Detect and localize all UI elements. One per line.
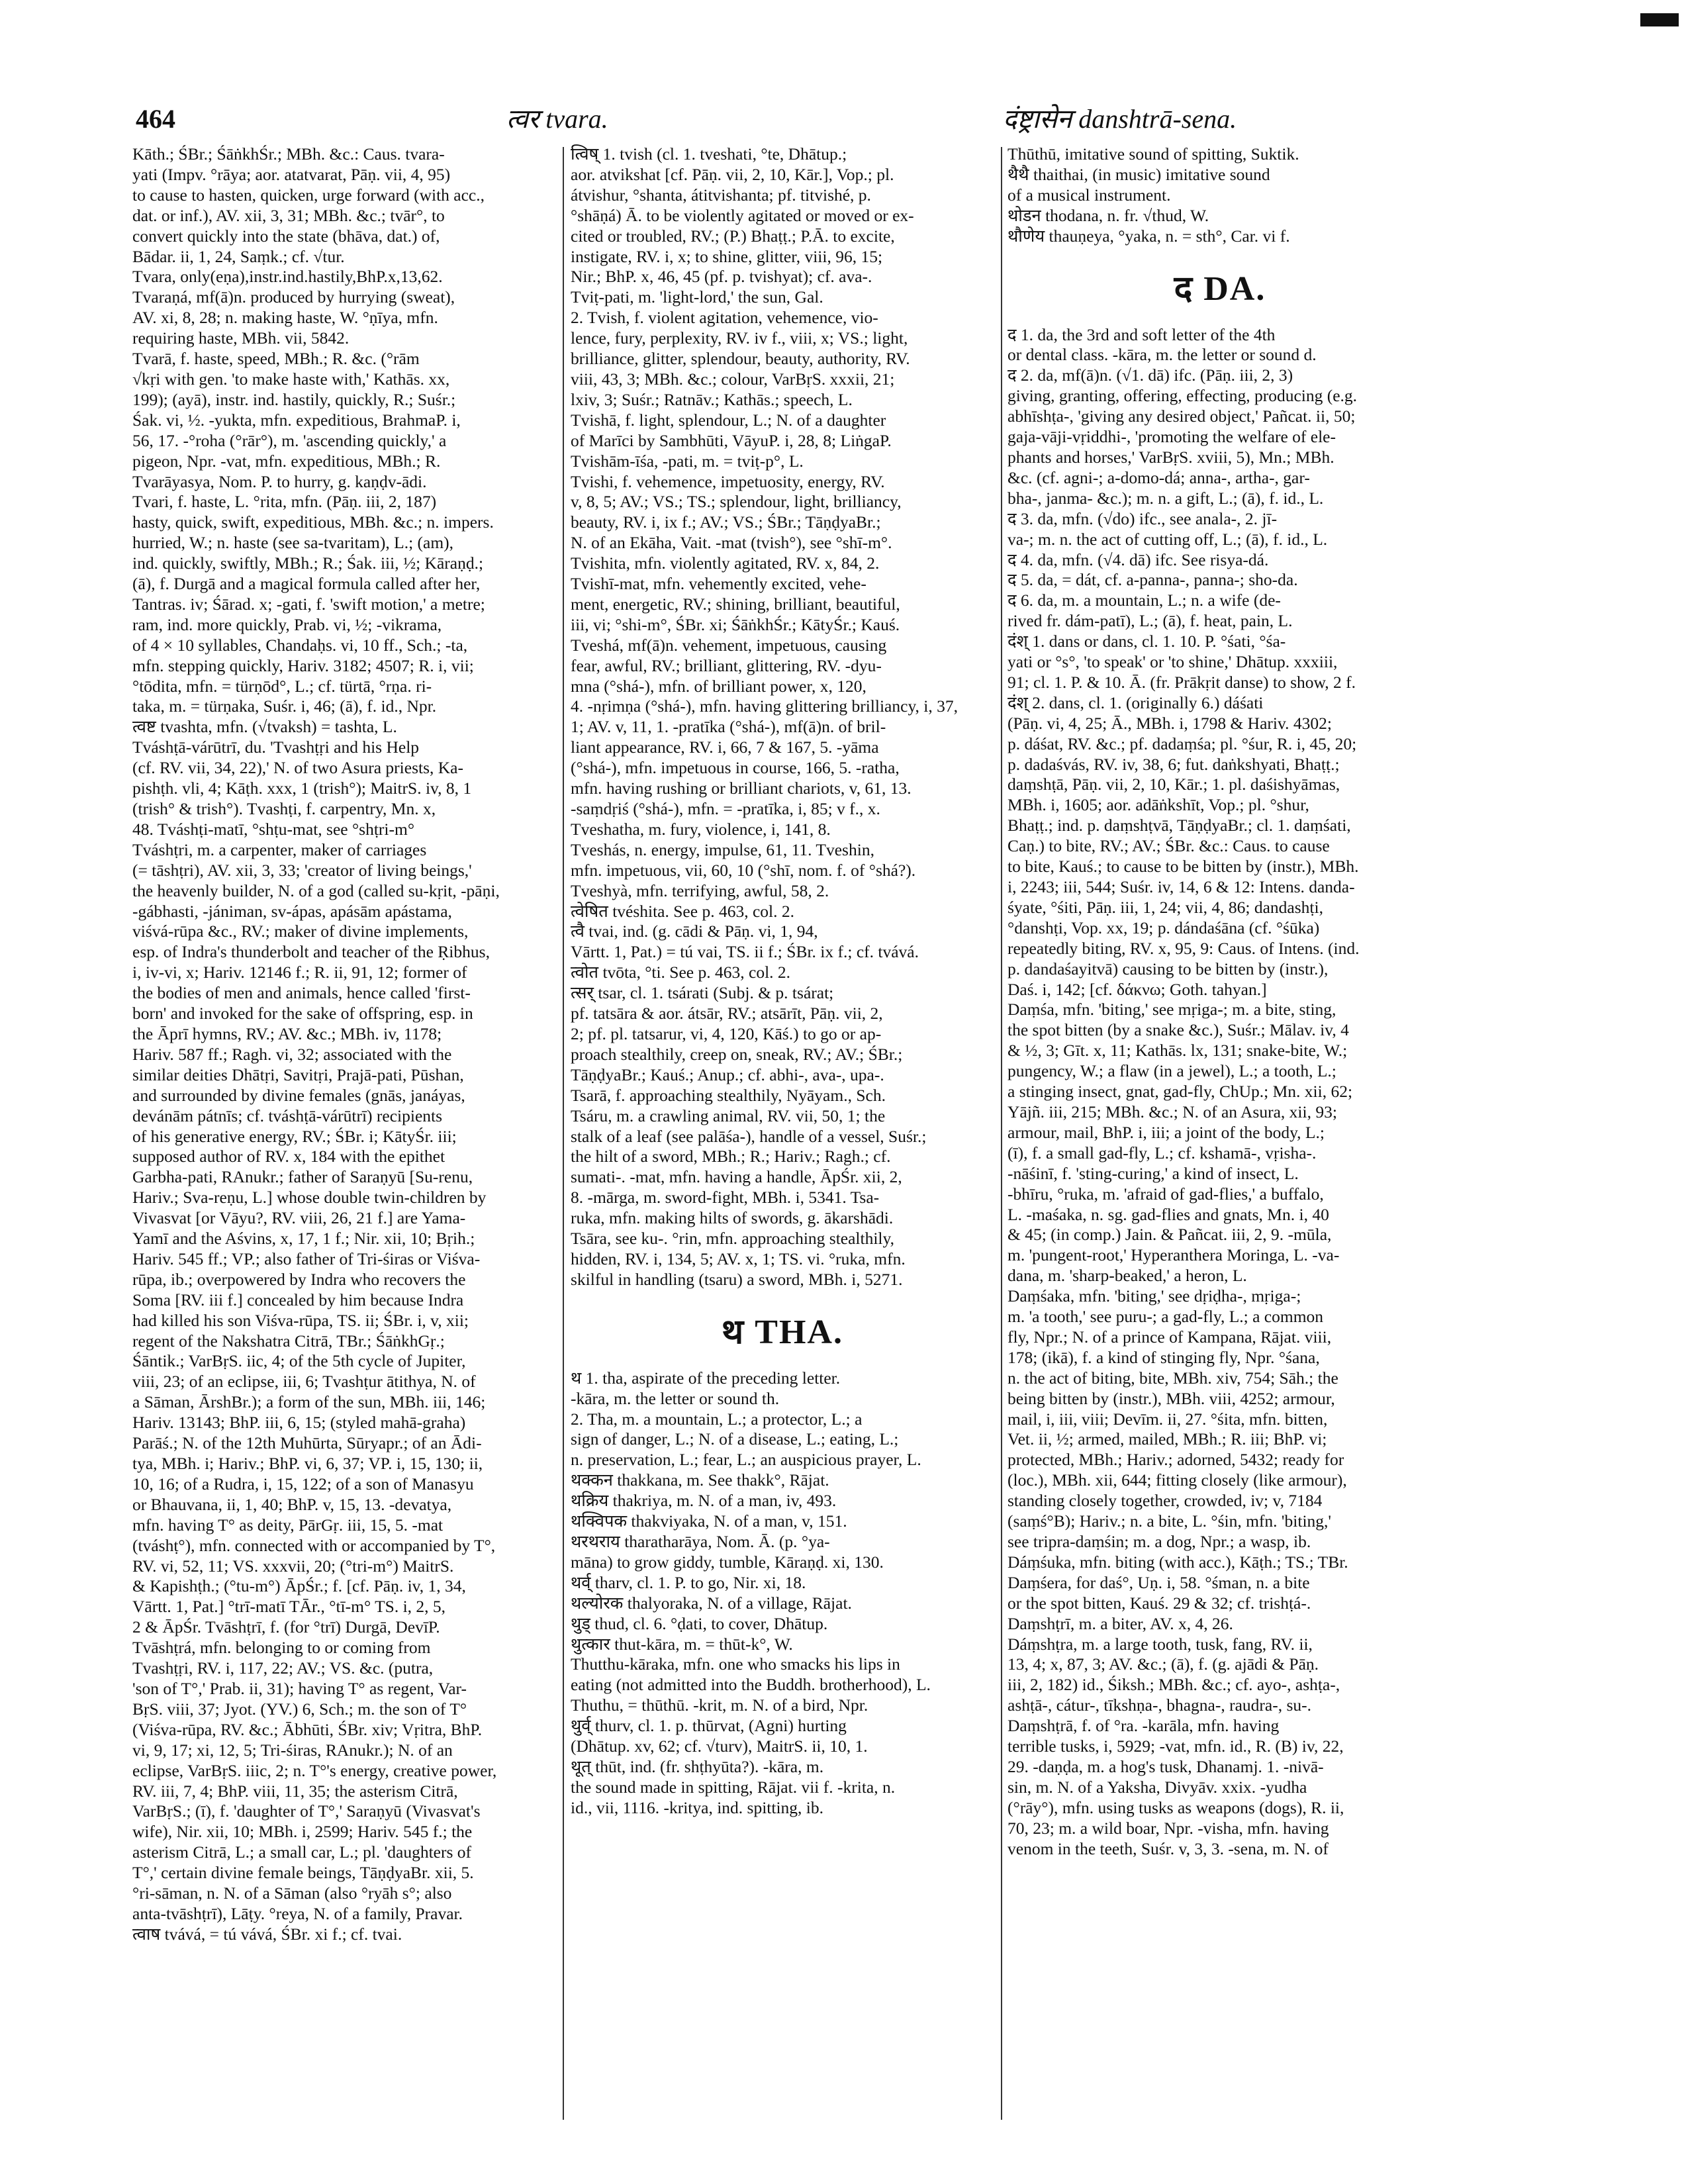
text-line: beauty, RV. i, ix f.; AV.; VS.; ŚBr.; TāṇḍyaBr.;: [571, 512, 881, 532]
text-line: द 1. da, the 3rd and soft letter of the 4th: [1007, 324, 1276, 344]
text-line: or dental class. -kāra, m. the letter or sound d.: [1007, 345, 1317, 365]
text-line: द 6. da, m. a mountain, L.; n. a wife (de-: [1007, 591, 1281, 610]
column-rule: [1001, 147, 1002, 2120]
text-line: Thutthu-kāraka, mfn. one who smacks his lips in: [571, 1654, 900, 1674]
text-line: Daś. i, 142; [cf. δάκνω; Goth. tahyan.]: [1007, 979, 1267, 999]
text-line: of his generative energy, RV.; ŚBr. i; KātyŚr. iii;: [132, 1126, 457, 1146]
text-line: VarBṛS.; (ī), f. 'daughter of T°,' Saraṇyū (Vivasvat's: [132, 1801, 481, 1821]
text-line: protected, MBh.; Hariv.; adorned, 5432; ready for: [1007, 1450, 1344, 1470]
text-line: 56, 17. -°roha (°rār°), m. 'ascending quickly,' a: [132, 430, 447, 450]
text-line: T°,' certain divine female beings, TāṇḍyaBr. xii, 5.: [132, 1863, 474, 1883]
text-line: taka, m. = türṇaka, Suśr. i, 46; (ā), f. id., Npr.: [132, 696, 437, 716]
text-line: sumati-. -mat, mfn. having a handle, ĀpŚr. xii, 2,: [571, 1167, 902, 1187]
text-line: 2. Tvish, f. violent agitation, vehemence, vio-: [571, 308, 878, 328]
text-line: p. dandaśayitvā) causing to be bitten by (instr.),: [1007, 959, 1329, 978]
text-line: Vet. ii, ½; armed, mailed, MBh.; R. iii; BhP. vi;: [1007, 1429, 1327, 1449]
text-line: vi, 9, 17; xi, 12, 5; Tri-śiras, RAnukr.); N. of an: [132, 1740, 453, 1760]
text-line: 1; AV. v, 11, 1. -pratīka (°shá-), mf(ā)n. of bril-: [571, 717, 886, 737]
text-line: daṃshṭā, Pāṇ. vii, 2, 10, Kār.; 1. pl. daśishyāmas,: [1007, 775, 1340, 794]
text-line: थक्रिय thakriya, m. N. of a man, iv, 493.: [571, 1491, 837, 1511]
text-line: viii, 43, 3; MBh. &c.; colour, VarBṛS. xxxii, 21;: [571, 369, 895, 389]
text-line: Tveshyà, mfn. terrifying, awful, 58, 2.: [571, 880, 829, 900]
text-line: °shāṇá) Ā. to be violently agitated or moved or ex-: [571, 205, 914, 225]
text-line: ruka, mfn. making hilts of swords, g. ākarshādi.: [571, 1208, 894, 1228]
text-line: थल्योरक thalyoraka, N. of a village, Rājat.: [571, 1593, 852, 1613]
text-line: त्वेषित tvéshita. See p. 463, col. 2.: [571, 901, 794, 921]
text-line: rived fr. dám-patī), L.; (ā), f. heat, pain, L.: [1007, 611, 1293, 631]
text-line: थक्कन thakkana, m. See thakk°, Rājat.: [571, 1470, 829, 1490]
column-2: [571, 144, 994, 1819]
text-line: venom in the teeth, Suśr. v, 3, 3. -sena, m. N. of: [1007, 1838, 1329, 1858]
text-line: °ri-sāman, n. N. of a Sāman (also °ryāh s°; also: [132, 1883, 452, 1903]
text-line: ram, ind. more quickly, Prab. vi, ½; -vikrama,: [132, 614, 442, 634]
text-line: 70, 23; m. a wild boar, Npr. -visha, mfn. having: [1007, 1818, 1329, 1838]
text-line: (Pāṇ. vi, 4, 25; Ā., MBh. i, 1798 & Hariv. 4302;: [1007, 713, 1332, 733]
text-line: TāṇḍyaBr.; Kauś.; Anup.; cf. abhi-, ava-, upa-.: [571, 1065, 884, 1084]
text-line: Tvarāyasya, Nom. P. to hurry, g. kaṇḍv-ādi.: [132, 471, 427, 491]
text-line: of Marīci by Sambhūti, VāyuP. i, 28, 8; LiṅgaP.: [571, 430, 892, 450]
running-head: [136, 99, 1566, 139]
guideword-right: दंष्ट्रासेन danshtrā-sena.: [1003, 104, 1237, 134]
text-line: 2; pf. pl. tatsarur, vi, 4, 120, Kāś.) to go or ap-: [571, 1023, 882, 1043]
text-line: ashṭā-, cátur-, tīkshṇa-, bhagna-, raudra-, su-.: [1007, 1695, 1312, 1715]
column-rule: [563, 147, 564, 2120]
text-line: Dáṃśuka, mfn. biting (with acc.), Kāṭh.; TS.; TBr.: [1007, 1552, 1348, 1572]
text-line: i, iv-vi, x; Hariv. 12146 f.; R. ii, 91, 12; former of: [132, 963, 467, 982]
text-line: -bhīru, °ruka, m. 'afraid of gad-flies,' a buffalo,: [1007, 1184, 1324, 1204]
text-line: pishṭh. vli, 4; Kāṭh. xxx, 1 (trish°); MaitrS. iv, 8, 1: [132, 779, 472, 798]
text-line: had killed his son Viśva-rūpa, TS. ii; ŚBr. i, v, xii;: [132, 1310, 469, 1330]
text-line: the heavenly builder, N. of a god (called su-kṛit, -pāṇi,: [132, 880, 500, 900]
text-line: hidden, RV. i, 134, 5; AV. x, 1; TS. vi. °ruka, mfn.: [571, 1249, 906, 1268]
text-line: devánām pátnīs; cf. tváshṭā-várūtrī) recipients: [132, 1106, 443, 1125]
text-line: esp. of Indra's thunderbolt and teacher of the Ṛibhus,: [132, 942, 490, 962]
text-line: repeatedly biting, RV. x, 95, 9: Caus. of Intens. (ind.: [1007, 938, 1360, 958]
text-line: regent of the Nakshatra Citrā, TBr.; ŚāṅkhGṛ.;: [132, 1331, 445, 1351]
text-line: 8. -mārga, m. sword-fight, MBh. i, 5341. Tsa-: [571, 1188, 880, 1208]
text-line: Kāth.; ŚBr.; ŚāṅkhŚr.; MBh. &c.: Caus. tvara-: [132, 144, 445, 164]
text-line: iii, vi; °shi-m°, ŚBr. xi; ŚāṅkhŚr.; KātyŚr.; Kauś.: [571, 614, 900, 634]
text-line: Hariv.; Sva-reṇu, L.] whose double twin-children by: [132, 1188, 487, 1208]
text-line: Daṃśera, for daś°, Uṇ. i, 58. °śman, n. a bite: [1007, 1572, 1310, 1592]
text-line: lxiv, 3; Suśr.; Ratnāv.; Kathās.; speech, L.: [571, 389, 853, 409]
text-line: armour, mail, BhP. i, iii; a joint of the body, L.;: [1007, 1122, 1325, 1142]
text-line: & ½, 3; Gīt. x, 11; Kathās. lx, 131; snake-bite, W.;: [1007, 1041, 1348, 1061]
text-line: Vārtt. 1, Pat.] °trī-matī TĀr., °tī-m° TS. i, 2, 5,: [132, 1597, 446, 1617]
text-line: iii, 2, 182) id., Śiksh.; MBh. &c.; cf. ayo-, ashṭa-,: [1007, 1675, 1340, 1695]
column-3-entries: [1007, 144, 1432, 247]
text-line: N. of an Ekāha, Vait. -mat (tvish°), see °shī-m°.: [571, 533, 892, 553]
text-line: or Bhauvana, ii, 1, 40; BhP. v, 15, 13. -devatya,: [132, 1494, 452, 1514]
text-line: Daṃshṭrā, f. of °ra. -karāla, mfn. having: [1007, 1716, 1280, 1736]
text-line: त्वोत tvōta, °ti. See p. 463, col. 2.: [571, 963, 791, 982]
text-line: pungency, W.; a flaw (in a jewel), L.; a tooth, L.;: [1007, 1061, 1336, 1081]
text-line: Dáṃshṭra, m. a large tooth, tusk, fang, RV. ii,: [1007, 1634, 1313, 1654]
text-line: Tveshás, n. energy, impulse, 61, 11. Tveshin,: [571, 839, 874, 859]
text-line: (cf. RV. vii, 34, 22),' N. of two Asura priests, Ka-: [132, 758, 463, 778]
text-line: थौणेय thauṇeya, °yaka, n. = sth°, Car. vi f.: [1007, 226, 1290, 246]
column-2-tha-entries: [571, 1368, 994, 1819]
text-line: n. the act of biting, bite, MBh. xiv, 754; Sāh.; the: [1007, 1368, 1338, 1388]
text-line: MBh. i, 1605; aor. adāṅkshīt, Vop.; pl. °shur,: [1007, 795, 1309, 815]
text-line: Tsarā, f. approaching stealthily, Nyāyam., Sch.: [571, 1085, 886, 1105]
text-line: Tvara, only(eṇa),instr.ind.hastily,BhP.x,13,62.: [132, 267, 443, 287]
text-line: m. 'a tooth,' see puru-; a gad-fly, L.; a common: [1007, 1307, 1324, 1327]
text-line: Yājñ. iii, 215; MBh. &c.; N. of an Asura, xii, 93;: [1007, 1102, 1337, 1121]
text-line: wife), Nir. xii, 10; MBh. i, 2599; Hariv. 545 f.; the: [132, 1822, 473, 1842]
text-line: and surrounded by divine females (gnās, janáyas,: [132, 1085, 465, 1105]
text-line: त्विष् 1. tvish (cl. 1. tveshati, °te, Dhātup.;: [571, 144, 847, 164]
text-line: Tvashṭṛi, RV. i, 117, 22; AV.; VS. &c. (putra,: [132, 1658, 434, 1678]
text-line: a Sāman, ĀrshBr.); a form of the sun, MBh. iii, 146;: [132, 1392, 486, 1412]
text-line: (saṃś°B); Hariv.; n. a bite, L. °śin, mfn. 'biting,': [1007, 1511, 1331, 1531]
text-line: similar deities Dhātṛi, Savitṛi, Prajā-pati, Pūshan,: [132, 1065, 464, 1084]
text-line: Garbha-pati, RAnukr.; father of Saraṇyū [Su-renu,: [132, 1167, 473, 1187]
guideword-left: त्वर tvara.: [506, 104, 608, 134]
text-line: mail, i, iii, viii; Devīm. ii, 27. °śita, mfn. bitten,: [1007, 1409, 1328, 1429]
text-line: liant appearance, RV. i, 66, 7 & 167, 5. -yāma: [571, 737, 879, 757]
text-line: द 5. da, = dát, cf. a-panna-, panna-; sho-da.: [1007, 570, 1298, 590]
text-line: being bitten by (instr.), MBh. viii, 4252; armour,: [1007, 1388, 1335, 1408]
text-line: -gábhasti, -jániman, sv-ápas, apásām apástama,: [132, 901, 452, 921]
text-line: (Viśva-rūpa, RV. &c.; Ābhūti, ŚBr. xiv; Vṛitra, BhP.: [132, 1719, 483, 1739]
text-line: Tvāshṭrá, mfn. belonging to or coming from: [132, 1638, 431, 1658]
text-line: fear, awful, RV.; brilliant, glittering, RV. -dyu-: [571, 655, 882, 675]
text-line: skilful in handling (tsaru) a sword, MBh. i, 5271.: [571, 1269, 903, 1289]
text-line: ment, energetic, RV.; shining, brilliant, beautiful,: [571, 594, 900, 614]
text-line: dat. or inf.), AV. xii, 3, 31; MBh. &c.; tvār°, to: [132, 205, 445, 225]
text-line: Hariv. 13143; BhP. iii, 6, 15; (styled mahā-graha): [132, 1413, 466, 1433]
text-line: Tvari, f. haste, L. °rita, mfn. (Pāṇ. iii, 2, 187): [132, 492, 437, 512]
text-line: m. 'pungent-root,' Hyperanthera Moringa, L. -va-: [1007, 1245, 1340, 1265]
text-line: Nir.; BhP. x, 46, 45 (pf. p. tvishyat); cf. ava-.: [571, 267, 872, 287]
text-line: &c. (cf. agni-; a-domo-dá; anna-, artha-, gar-: [1007, 467, 1310, 487]
text-line: द 3. da, mfn. (√do) ifc., see anala-, 2. jī-: [1007, 508, 1278, 528]
text-line: of 4 × 10 syllables, Chandaḥs. vi, 10 ff., Sch.; -ta,: [132, 635, 468, 655]
text-line: थरथराय tharatharāya, Nom. Ā. (p. °ya-: [571, 1532, 830, 1551]
text-line: RV. iii, 7, 4; BhP. viii, 11, 35; the asterism Citrā,: [132, 1781, 458, 1801]
text-line: Parāś.; N. of the 12th Muhūrta, Sūryapr.; of an Ādi-: [132, 1433, 482, 1453]
text-line: sin, m. N. of a Yaksha, Divyāv. xxix. -yudha: [1007, 1777, 1307, 1797]
text-line: थैथै thaithai, (in music) imitative sound: [1007, 164, 1270, 184]
text-line: Thūthū, imitative sound of spitting, Suktik.: [1007, 144, 1299, 164]
text-line: ind. quickly, swiftly, MBh.; R.; Śak. iii, ½; Kāraṇḍ.;: [132, 553, 484, 573]
text-line: asterism Citrā, L.; a small car, L.; pl. 'daughters of: [132, 1842, 472, 1862]
text-line: viśvá-rūpa &c., RV.; maker of divine implements,: [132, 922, 469, 941]
text-line: viii, 23; of an eclipse, iii, 6; Tvashṭur ātithya, N. of: [132, 1372, 476, 1392]
text-line: 2. Tha, m. a mountain, L.; a protector, L.; a: [571, 1409, 863, 1429]
text-line: Vārtt. 1, Pat.) = tú vai, TS. ii f.; ŚBr. ix f.; cf. tvává.: [571, 942, 919, 962]
text-line: 10, 16; of a Rudra, i, 15, 122; of a son of Manasyu: [132, 1474, 474, 1494]
text-line: Tvishā, f. light, splendour, L.; N. of a daughter: [571, 410, 886, 430]
text-line: Tváshṭri, m. a carpenter, maker of carriages: [132, 839, 427, 859]
text-line: the spot bitten (by a snake &c.), Suśr.; Mālav. iv, 4: [1007, 1020, 1349, 1040]
text-line: standing closely together, crowded, iv; v, 7184: [1007, 1491, 1323, 1511]
text-line: द 2. da, mf(ā)n. (√1. dā) ifc. (Pāṇ. iii, 2, 3): [1007, 365, 1293, 385]
text-line: Daṃshṭrī, m. a biter, AV. x, 4, 26.: [1007, 1613, 1233, 1633]
text-line: 48. Tváshṭi-matī, °shṭu-mat, see °shṭri-m°: [132, 819, 415, 839]
text-line: phants and horses,' VarBṛS. xviii, 5), Mn.; MBh.: [1007, 447, 1335, 467]
text-line: the Āprī hymns, RV.; AV. &c.; MBh. iv, 1178;: [132, 1023, 442, 1043]
text-line: p. dáśat, RV. &c.; pf. dadaṃśa; pl. °śur, R. i, 45, 20;: [1007, 734, 1357, 753]
text-line: (loc.), MBh. xii, 644; fitting closely (like armour),: [1007, 1470, 1347, 1490]
text-line: the hilt of a sword, MBh.; R.; Hariv.; Ragh.; cf.: [571, 1147, 891, 1166]
text-line: terrible tusks, i, 5929; -vat, mfn. id., R. (B) iv, 22,: [1007, 1736, 1344, 1756]
section-heading-tha: थ THA.: [722, 1313, 843, 1351]
text-line: cited or troubled, RV.; (P.) Bhaṭṭ.; P.Ā. to excite,: [571, 226, 895, 246]
section-heading-da: द DA.: [1174, 269, 1266, 308]
text-line: hasty, quick, swift, expeditious, MBh. &c.; n. impers.: [132, 512, 494, 532]
text-line: n. preservation, L.; fear, L.; an auspicious prayer, L.: [571, 1450, 921, 1470]
text-line: instigate, RV. i, x; to shine, glitter, viii, 96, 15;: [571, 246, 883, 266]
text-line: yati or °s°, 'to speak' or 'to shine,' Dhātup. xxxiii,: [1007, 652, 1338, 672]
page-number: 464: [136, 104, 175, 134]
text-line: va-; m. n. the act of cutting off, L.; (ā), f. id., L.: [1007, 529, 1328, 549]
text-line: त्वष्ट tvashta, mfn. (√tvaksh) = tashta, L.: [132, 717, 397, 737]
text-line: dana, m. 'sharp-beaked,' a heron, L.: [1007, 1266, 1247, 1286]
text-line: Śak. vi, ½. -yukta, mfn. expeditious, BrahmaP. i,: [132, 410, 461, 430]
text-line: mfn. impetuous, vii, 60, 10 (°shī, nom. f. of °shá?).: [571, 860, 916, 880]
text-line: śyate, °śiti, Pāṇ. iii, 1, 24; vii, 4, 86; dandashṭi,: [1007, 897, 1323, 917]
text-line: v, 8, 5; AV.; VS.; TS.; splendour, light, brilliancy,: [571, 492, 902, 512]
text-line: (Dhātup. xv, 62; cf. √turv), MaitrS. ii, 10, 1.: [571, 1736, 868, 1756]
text-line: Tváshṭā-várūtrī, du. 'Tvashṭṛi and his Help: [132, 737, 420, 757]
text-line: 199); (ayā), instr. ind. hastily, quickly, R.; Suśr.;: [132, 389, 456, 409]
text-line: 91; cl. 1. P. & 10. Ā. (fr. Prākṛit danse) to show, 2 f.: [1007, 672, 1356, 692]
text-line: Caṇ.) to bite, RV.; AV.; ŚBr. &c.: Caus. to cause: [1007, 836, 1330, 856]
text-line: Tvishi, f. vehemence, impetuosity, energy, RV.: [571, 471, 885, 491]
text-line: Tsáru, m. a crawling animal, RV. vii, 50, 1; the: [571, 1106, 886, 1125]
text-line: त्वै tvai, ind. (g. cādi & Pāṇ. vi, 1, 94,: [571, 922, 818, 941]
text-line: √kṛi with gen. 'to make haste with,' Kathās. xx,: [132, 369, 450, 389]
text-line: aor. atvikshat [cf. Pāṇ. vii, 2, 10, Kār.], Vop.; pl.: [571, 164, 894, 184]
text-line: Tvaraṇá, mf(ā)n. produced by hurrying (sweat),: [132, 287, 455, 307]
text-line: थुर्व् thurv, cl. 1. p. thūrvat, (Agni) hurting: [571, 1716, 847, 1736]
text-line: requiring haste, MBh. vii, 5842.: [132, 328, 350, 348]
text-line: pf. tatsāra & aor. átsār, RV.; atsārīt, Pāṇ. vii, 2,: [571, 1004, 883, 1023]
column-1: [132, 144, 556, 1945]
text-line: थुड् thud, cl. 6. °ḍati, to cover, Dhātup.: [571, 1613, 828, 1633]
text-line: proach stealthily, creep on, sneak, RV.; AV.; ŚBr.;: [571, 1044, 903, 1064]
text-line: māna) to grow giddy, tumble, Kāraṇḍ. xi, 130.: [571, 1552, 884, 1572]
text-line: p. dadaśvás, RV. iv, 38, 6; fut. daṅkshyati, Bhaṭṭ.;: [1007, 754, 1340, 774]
text-line: Tantras. iv; Śārad. x; -gati, f. 'swift motion,' a metre;: [132, 594, 485, 614]
text-line: त्सर् tsar, cl. 1. tsárati (Subj. & p. tsárat;: [571, 983, 834, 1003]
text-line: -kāra, m. the letter or sound th.: [571, 1388, 780, 1408]
text-line: Bhaṭṭ.; ind. p. daṃshṭvā, TāṇḍyaBr.; cl. 1. daṃśati,: [1007, 816, 1351, 835]
text-line: of a musical instrument.: [1007, 185, 1171, 205]
text-line: tya, MBh. i; Hariv.; BhP. vi, 6, 37; VP. i, 15, 130; ii,: [132, 1454, 483, 1473]
text-line: (= tāshṭri), AV. xii, 3, 33; 'creator of living beings,': [132, 860, 472, 880]
text-line: थक्विपक thakviyaka, N. of a man, v, 151.: [571, 1511, 847, 1531]
text-line: Thuthu, = thūthū. -krit, m. N. of a bird, Npr.: [571, 1695, 868, 1715]
text-line: 29. -daṇḍa, m. a hog's tusk, Dhanamj. 1. -nivā-: [1007, 1756, 1324, 1776]
text-line: eclipse, VarBṛS. iiic, 2; n. T°'s energy, creative power,: [132, 1760, 497, 1780]
text-line: थ 1. tha, aspirate of the preceding letter.: [571, 1368, 841, 1388]
text-line: to cause to hasten, quicken, urge forward (with acc.,: [132, 185, 485, 205]
text-line: mfn. having rushing or brilliant chariots, v, 61, 13.: [571, 779, 912, 798]
text-line: (°rāy°), mfn. using tusks as weapons (dogs), R. ii,: [1007, 1797, 1344, 1817]
text-line: mfn. stepping quickly, Hariv. 3182; 4507; R. i, vii;: [132, 655, 474, 675]
text-line: (ā), f. Durgā and a magical formula called after her,: [132, 574, 481, 594]
text-line: थुत्कार thut-kāra, m. = thūt-k°, W.: [571, 1634, 793, 1654]
text-line: the sound made in spitting, Rājat. vii f. -krita, n.: [571, 1777, 896, 1797]
text-line: 'son of T°,' Prab. ii, 31); having T° as regent, Var-: [132, 1678, 467, 1698]
text-line: or the spot bitten, Kauś. 29 & 32; cf. trishṭá-.: [1007, 1593, 1311, 1613]
text-line: Daṃśaka, mfn. 'biting,' see dṛiḍha-, mṛiga-;: [1007, 1286, 1301, 1306]
text-line: Tsāra, see ku-. °rin, mfn. approaching stealthily,: [571, 1229, 894, 1249]
text-line: fly, Npr.; N. of a prince of Kampana, Rājat. viii,: [1007, 1327, 1332, 1347]
text-line: pigeon, Npr. -vat, mfn. expeditious, MBh.; R.: [132, 451, 441, 471]
text-line: stalk of a leaf (see palāśa-), handle of a vessel, Suśr.;: [571, 1126, 927, 1146]
text-line: anta-tvāshṭrī), Lāṭy. °reya, N. of a family, Pravar.: [132, 1903, 463, 1923]
text-line: Hariv. 545 ff.; VP.; also father of Tri-śiras or Viśva-: [132, 1249, 481, 1268]
text-line: Tvishita, mfn. violently agitated, RV. x, 84, 2.: [571, 553, 880, 573]
column-2-entries: [571, 144, 994, 1290]
text-line: gaja-vāji-vṛiddhi-, 'promoting the welfare of ele-: [1007, 427, 1336, 447]
text-line: mfn. having T° as deity, PārGṛ. iii, 15, 5. -mat: [132, 1515, 444, 1535]
text-line: थर्व् tharv, cl. 1. P. to go, Nir. xi, 18.: [571, 1572, 806, 1592]
text-line: दंश् 2. dans, cl. 1. (originally 6.) dáśati: [1007, 692, 1264, 712]
text-line: Tveshá, mf(ā)n. vehement, impetuous, causing: [571, 635, 887, 655]
text-line: °danshṭi, Vop. xx, 19; p. dándaśāna (cf. °śūka): [1007, 918, 1320, 937]
text-line: Daṃśa, mfn. 'biting,' see mṛiga-; m. a bite, sting,: [1007, 1000, 1336, 1020]
column-3: [1007, 144, 1432, 1860]
text-line: convert quickly into the state (bhāva, dat.) of,: [132, 226, 440, 246]
column-3-da-entries: [1007, 325, 1432, 1860]
text-line: mna (°shá-), mfn. of brilliant power, x, 120,: [571, 676, 866, 696]
text-line: Soma [RV. iii f.] concealed by him because Indra: [132, 1290, 464, 1309]
text-line: Hariv. 587 ff.; Ragh. vi, 32; associated with the: [132, 1044, 452, 1064]
text-line: दंश् 1. dans or dans, cl. 1. 10. P. °śati, °śa-: [1007, 632, 1286, 651]
text-line: BṛS. viii, 37; Jyot. (YV.) 6, Sch.; m. the son of T°: [132, 1699, 467, 1719]
text-line: 13, 4; x, 87, 3; AV. &c.; (ā), f. (g. ajādi & Pāṇ.: [1007, 1654, 1319, 1674]
text-line: bha-, janma- &c.); m. n. a gift, L.; (ā), f. id., L.: [1007, 488, 1324, 508]
text-line: Tvarā, f. haste, speed, MBh.; R. &c. (°rām: [132, 349, 420, 369]
text-line: hurried, W.; n. haste (see sa-tvaritam), L.; (am),: [132, 533, 454, 553]
text-line: giving, granting, offering, effecting, producing (e.g.: [1007, 386, 1358, 406]
text-line: abhīshṭa-, 'giving any desired object,' Pañcat. ii, 50;: [1007, 406, 1356, 426]
text-line: a stinging insect, gnat, gad-fly, ChUp.; Mn. xii, 62;: [1007, 1082, 1353, 1102]
text-line: Yamī and the Aśvins, x, 17, 1 f.; Nir. xii, 10; Bṛih.;: [132, 1229, 475, 1249]
text-line: L. -maśaka, n. sg. gad-flies and gnats, Mn. i, 40: [1007, 1204, 1329, 1224]
text-line: थोडन thodana, n. fr. √thud, W.: [1007, 205, 1209, 225]
text-line: 2 & ĀpŚr. Tvāshṭrī, f. (for °trī) Durgā, DevīP.: [132, 1617, 440, 1637]
text-line: (tváshṭ°), mfn. connected with or accompanied by T°,: [132, 1535, 496, 1555]
text-line: -nāśinī, f. 'sting-curing,' a kind of insect, L.: [1007, 1163, 1299, 1183]
text-line: Tvishām-īśa, -pati, m. = tviṭ-p°, L.: [571, 451, 804, 471]
text-line: born' and invoked for the sake of offspring, esp. in: [132, 1004, 473, 1023]
text-line: Tviṭ-pati, m. 'light-lord,' the sun, Gal.: [571, 287, 823, 307]
text-line: & Kapishṭh.; (°tu-m°) ĀpŚr.; f. [cf. Pāṇ. iv, 1, 34,: [132, 1576, 466, 1596]
text-line: 4. -nṛimṇa (°shá-), mfn. having glittering brilliancy, i, 37,: [571, 696, 958, 716]
text-line: to bite, Kauś.; to cause to be bitten by (instr.), MBh.: [1007, 857, 1359, 877]
text-line: yati (Impv. °rāya; aor. atatvarat, Pāṇ. vii, 4, 95): [132, 164, 451, 184]
text-line: átvishur, °shanta, átitvishanta; pf. titvishé, p.: [571, 185, 871, 205]
text-line: id., vii, 1116. -kritya, ind. spitting, ib.: [571, 1797, 824, 1817]
text-line: (ī), f. a small gad-fly, L.; cf. kshamā-, vṛisha-.: [1007, 1143, 1317, 1163]
text-line: sign of danger, L.; N. of a disease, L.; eating, L.;: [571, 1429, 899, 1449]
text-line: थूत् thūt, ind. (fr. shṭhyūta?). -kāra, m.: [571, 1756, 824, 1776]
text-line: lence, fury, perplexity, RV. iv f., viii, x; VS.; light,: [571, 328, 908, 348]
text-line: Tvishī-mat, mfn. vehemently excited, vehe-: [571, 574, 866, 594]
text-line: rūpa, ib.; overpowered by Indra who recovers the: [132, 1269, 466, 1289]
text-line: the bodies of men and animals, hence called 'first-: [132, 983, 471, 1003]
corner-mark: [1640, 13, 1679, 26]
text-line: i, 2243; iii, 544; Suśr. iv, 14, 6 & 12: Intens. danda-: [1007, 877, 1355, 896]
text-line: see tripra-daṃśin; m. a dog, Npr.; a wasp, ib.: [1007, 1532, 1311, 1551]
text-line: RV. vi, 52, 11; VS. xxxvii, 20; (°tri-m°) MaitrS.: [132, 1556, 454, 1576]
text-line: त्वाष tvává, = tú vává, ŚBr. xi f.; cf. tvai.: [132, 1924, 402, 1944]
text-line: & 45; (in comp.) Jain. & Pañcat. iii, 2, 9. -mūla,: [1007, 1225, 1332, 1245]
text-line: supposed author of RV. x, 184 with the epithet: [132, 1147, 445, 1166]
text-line: -saṃdṛiś (°shá-), mfn. = -pratīka, i, 85; v f., x.: [571, 799, 880, 818]
text-line: Bādar. ii, 1, 24, Saṃk.; cf. √tur.: [132, 246, 345, 266]
text-line: Śāntik.; VarBṛS. iic, 4; of the 5th cycle of Jupiter,: [132, 1351, 466, 1371]
text-line: Tveshatha, m. fury, violence, i, 141, 8.: [571, 819, 831, 839]
text-line: AV. xi, 8, 28; n. making haste, W. °ṇīya, mfn.: [132, 308, 438, 328]
text-line: eating (not admitted into the Buddh. brotherhood), L.: [571, 1675, 931, 1695]
text-line: brilliance, glitter, splendour, beauty, authority, RV.: [571, 349, 910, 369]
text-line: (°shá-), mfn. impetuous in course, 166, 5. -ratha,: [571, 758, 900, 778]
text-line: द 4. da, mfn. (√4. dā) ifc. See risya-dá.: [1007, 549, 1269, 569]
text-line: °tōdita, mfn. = türṇōd°, L.; cf. türtā, °rṇa. ri-: [132, 676, 432, 696]
text-line: Vivasvat [or Vāyu?, RV. viii, 26, 21 f.] are Yama-: [132, 1208, 466, 1228]
text-line: 178; (ikā), f. a kind of stinging fly, Npr. °śana,: [1007, 1347, 1320, 1367]
text-line: (trish° & trish°). Tvashṭi, f. carpentry, Mn. x,: [132, 799, 436, 818]
